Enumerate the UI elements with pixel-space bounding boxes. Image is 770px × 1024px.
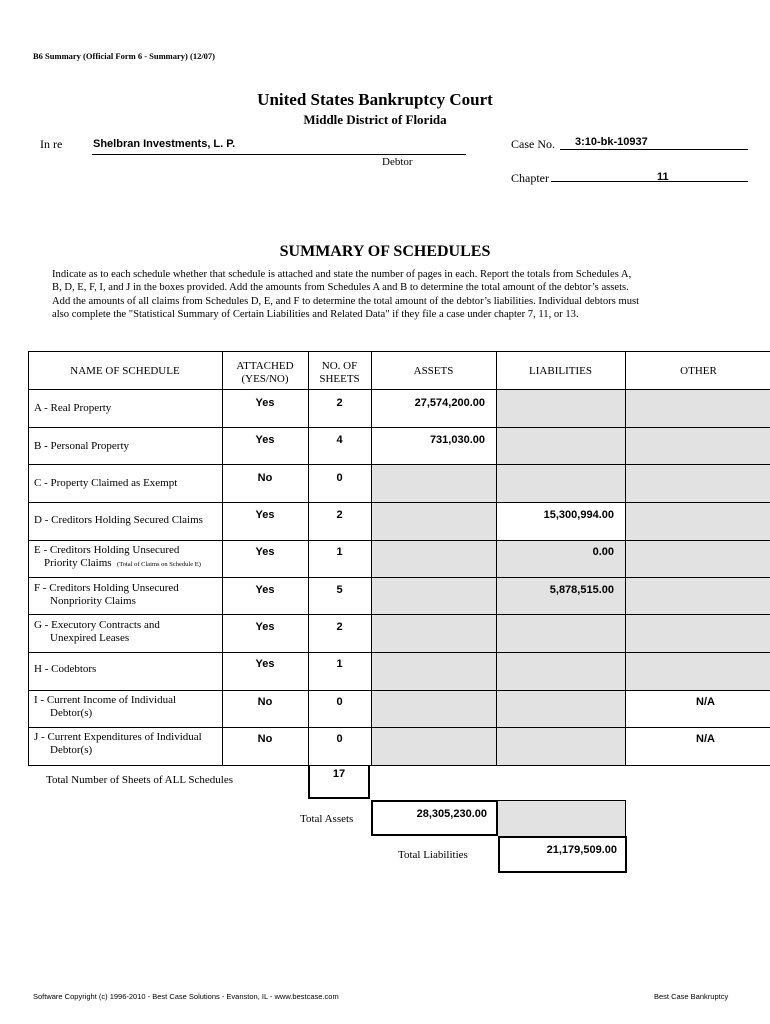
schedule-note: (Total of Claims on Schedule E) — [117, 561, 201, 568]
assets-value: 27,574,200.00 — [414, 397, 485, 409]
schedules-table — [28, 351, 770, 767]
total-liabilities-value: 21,179,509.00 — [546, 844, 617, 856]
header-name-of-schedule: NAME OF SCHEDULE — [70, 365, 180, 377]
shaded-cell — [372, 464, 625, 502]
attached-value: Yes — [255, 584, 275, 596]
liabilities-value: 15,300,994.00 — [543, 509, 614, 521]
liabilities-value: 0.00 — [592, 546, 614, 558]
total-assets-box — [371, 800, 498, 836]
shaded-cell — [372, 502, 496, 690]
schedule-name: A - Real Property — [34, 402, 112, 414]
attached-value: Yes — [255, 509, 275, 521]
schedule-name-line: J - Current Expenditures of Individual — [34, 731, 202, 743]
instruction-line: also complete the "Statistical Summary of Certain Liabilities and Related Data" if they file a case under chapter 7, 11, or 13. — [52, 309, 579, 321]
header-assets: ASSETS — [413, 365, 454, 377]
court-district: Middle District of Florida — [303, 112, 447, 127]
form-header: B6 Summary (Official Form 6 - Summary) (12/07) — [33, 51, 216, 61]
court-title: United States Bankruptcy Court — [257, 90, 493, 109]
total-assets-value: 28,305,230.00 — [416, 808, 487, 820]
schedule-name-line: I - Current Income of Individual — [34, 694, 177, 706]
schedule-name-line: Nonpriority Claims — [50, 595, 136, 607]
other-value: N/A — [696, 696, 715, 708]
schedule-name: D - Creditors Holding Secured Claims — [34, 514, 203, 526]
chapter-underline — [551, 181, 748, 182]
total-sheets-box — [308, 765, 370, 799]
debtor-label: Debtor — [382, 156, 413, 168]
other-value: N/A — [696, 733, 715, 745]
schedule-name-line — [34, 557, 201, 571]
summary-title: SUMMARY OF SCHEDULES — [279, 243, 491, 260]
sheets-value: 2 — [336, 397, 343, 409]
schedule-name — [34, 582, 179, 608]
attached-value: No — [257, 733, 273, 745]
schedule-name: B - Personal Property — [34, 440, 130, 452]
header-liabilities: LIABILITIES — [529, 365, 592, 377]
sheets-value: 1 — [336, 546, 343, 558]
footer-brand: Best Case Bankruptcy — [654, 992, 729, 1001]
sheets-value: 0 — [336, 472, 343, 484]
instruction-line: Indicate as to each schedule whether that schedule is attached and state the number of pages in each. Report the totals from Schedules A, — [52, 269, 632, 280]
sheets-value: 4 — [336, 434, 343, 446]
schedule-name-line: Debtor(s) — [50, 744, 93, 756]
case-no: 3:10-bk-10937 — [575, 136, 648, 148]
sheets-value: 1 — [336, 658, 343, 670]
liabilities-value: 5,878,515.00 — [549, 584, 614, 596]
attached-value: Yes — [255, 658, 275, 670]
header-other: OTHER — [680, 365, 717, 377]
debtor-underline — [92, 154, 466, 155]
sheets-value: 2 — [336, 621, 343, 633]
sheets-value: 0 — [336, 696, 343, 708]
attached-value: Yes — [255, 621, 275, 633]
schedule-name — [34, 731, 202, 757]
schedule-name: C - Property Claimed as Exempt — [34, 477, 178, 489]
header-sheets — [308, 360, 371, 386]
chapter-label: Chapter — [511, 171, 549, 185]
schedule-name-line: G - Executory Contracts and — [34, 619, 160, 631]
attached-value: Yes — [255, 397, 275, 409]
attached-value: Yes — [255, 546, 275, 558]
shaded-cell — [497, 540, 625, 690]
sheets-value: 0 — [336, 733, 343, 745]
chapter-number: 11 — [657, 171, 669, 183]
schedule-name — [34, 694, 176, 720]
header-sheets-line: NO. OF — [321, 360, 358, 372]
schedule-name: H - Codebtors — [34, 663, 97, 675]
header-attached — [222, 360, 308, 386]
schedule-name-line: Unexpired Leases — [50, 632, 130, 644]
header-attached-line: ATTACHED — [236, 360, 294, 372]
case-no-label: Case No. — [511, 137, 555, 151]
schedule-name — [34, 619, 160, 645]
debtor-name: Shelbran Investments, L. P. — [93, 138, 236, 150]
total-sheets-label: Total Number of Sheets of ALL Schedules — [46, 774, 234, 786]
shaded-cell — [498, 800, 626, 836]
schedule-name-line: F - Creditors Holding Unsecured — [34, 582, 179, 594]
schedule-name-part: Priority Claims — [44, 557, 112, 569]
schedule-name — [34, 544, 201, 571]
assets-value: 731,030.00 — [429, 434, 485, 446]
total-assets-label: Total Assets — [300, 813, 354, 825]
attached-value: No — [257, 696, 273, 708]
footer-copyright: Software Copyright (c) 1996-2010 - Best Case Solutions - Evanston, IL - www.bestcase.com — [33, 992, 339, 1001]
instructions — [52, 268, 692, 322]
header-attached-line: (YES/NO) — [241, 373, 289, 385]
case-no-underline — [560, 149, 748, 150]
attached-value: Yes — [255, 434, 275, 446]
total-sheets-value: 17 — [332, 768, 346, 780]
schedule-name-line: E - Creditors Holding Unsecured — [34, 544, 180, 556]
sheets-value: 5 — [336, 584, 343, 596]
total-liabilities-box — [498, 836, 627, 873]
sheets-value: 2 — [336, 509, 343, 521]
total-liabilities-label: Total Liabilities — [398, 849, 468, 861]
schedule-name-line: Debtor(s) — [50, 707, 93, 719]
instruction-line: Add the amounts of all claims from Schedules D, E, and F to determine the total amount of the debtor’s liabilities. Individual debtors must — [52, 295, 640, 307]
header-sheets-line: SHEETS — [319, 373, 360, 385]
in-re-label: In re — [40, 137, 63, 151]
attached-value: No — [257, 472, 273, 484]
instruction-line: B, D, E, F, I, and J in the boxes provided. Add the amounts from Schedules A and B to determine the total amount of the debtor’s assets. — [52, 282, 629, 294]
